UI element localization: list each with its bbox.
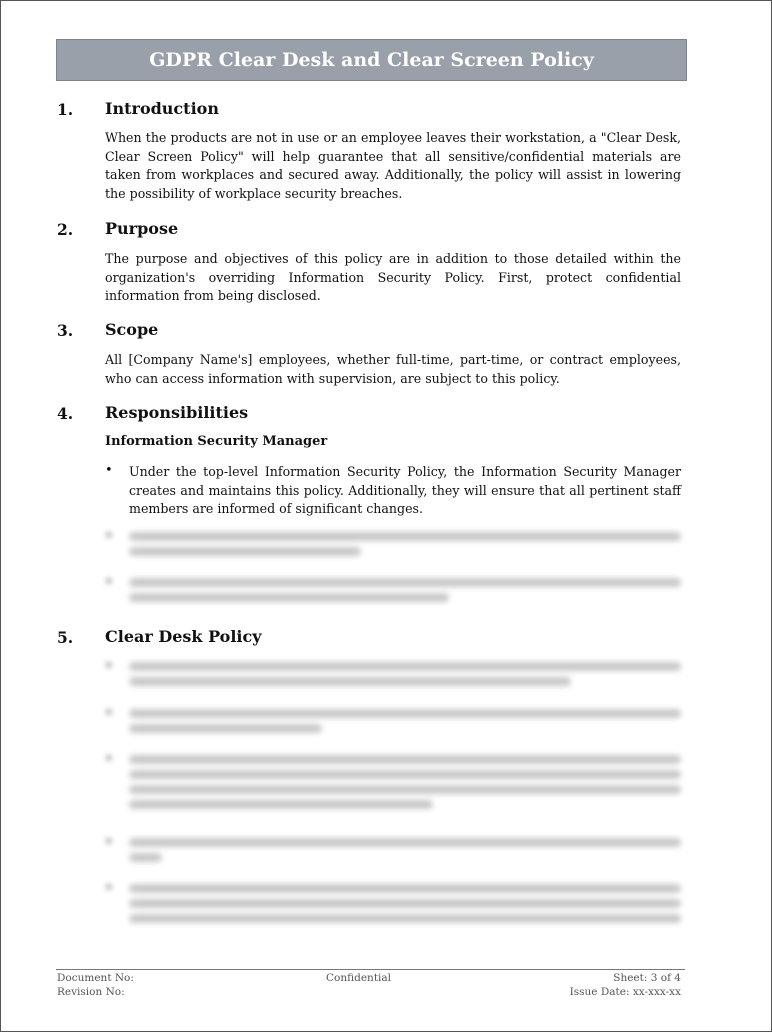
bullet-icon: • xyxy=(105,835,113,850)
document-title: GDPR Clear Desk and Clear Screen Policy xyxy=(149,49,594,71)
bullet-icon: • xyxy=(105,881,113,896)
section-title-purpose: Purpose xyxy=(105,219,179,238)
section-title-clear-desk-policy: Clear Desk Policy xyxy=(105,627,262,646)
footer-sheet: Sheet: 3 of 4 xyxy=(613,972,681,984)
section-number: 1. xyxy=(57,100,74,119)
section-text-introduction: When the products are not in use or an employee leaves their workstation, a "Clear Desk, Clear Screen Policy" will help guarantee that all sensitive/confidential materials are taken from workplaces and secured away. Additionally, the policy will assist in lowering the possibility of workplace security breaches. xyxy=(105,130,681,201)
bullet-icon: • xyxy=(105,659,113,674)
section-number: 5. xyxy=(57,628,74,647)
section-title-responsibilities: Responsibilities xyxy=(105,403,249,422)
bullet-text: Under the top-level Information Security Policy, the Information Security Manager creates and maintains this policy. Additionally, they will ensure that all pertinent staff members are informed of significant changes. xyxy=(129,464,681,517)
section-text-purpose: The purpose and objectives of this policy are in addition to those detailed within the organization's overriding Information Security Policy. First, protect confidential information from being disclosed. xyxy=(105,251,681,304)
document-title-bar xyxy=(56,39,687,81)
bullet-icon: • xyxy=(105,752,113,767)
section-title-introduction: Introduction xyxy=(105,99,219,118)
section-text-scope: All [Company Name's] employees, whether full-time, part-time, or contract employees, who can access information with supervision, are subject to this policy. xyxy=(105,352,681,386)
section-title-scope: Scope xyxy=(105,320,159,339)
footer-issue-date: Issue Date: xx-xxx-xx xyxy=(569,986,681,998)
footer-confidential: Confidential xyxy=(326,972,392,984)
bullet-icon: • xyxy=(105,529,113,544)
section-number: 3. xyxy=(57,321,74,340)
bullet-icon: • xyxy=(105,575,113,590)
footer-revision-no: Revision No: xyxy=(57,986,125,998)
bullet-icon: • xyxy=(105,463,113,478)
footer-document-no: Document No: xyxy=(57,972,134,984)
subheading-information-security-manager: Information Security Manager xyxy=(105,434,328,449)
section-number: 4. xyxy=(57,404,74,423)
footer-divider xyxy=(56,969,685,970)
bullet-icon: • xyxy=(105,706,113,721)
section-number: 2. xyxy=(57,220,74,239)
